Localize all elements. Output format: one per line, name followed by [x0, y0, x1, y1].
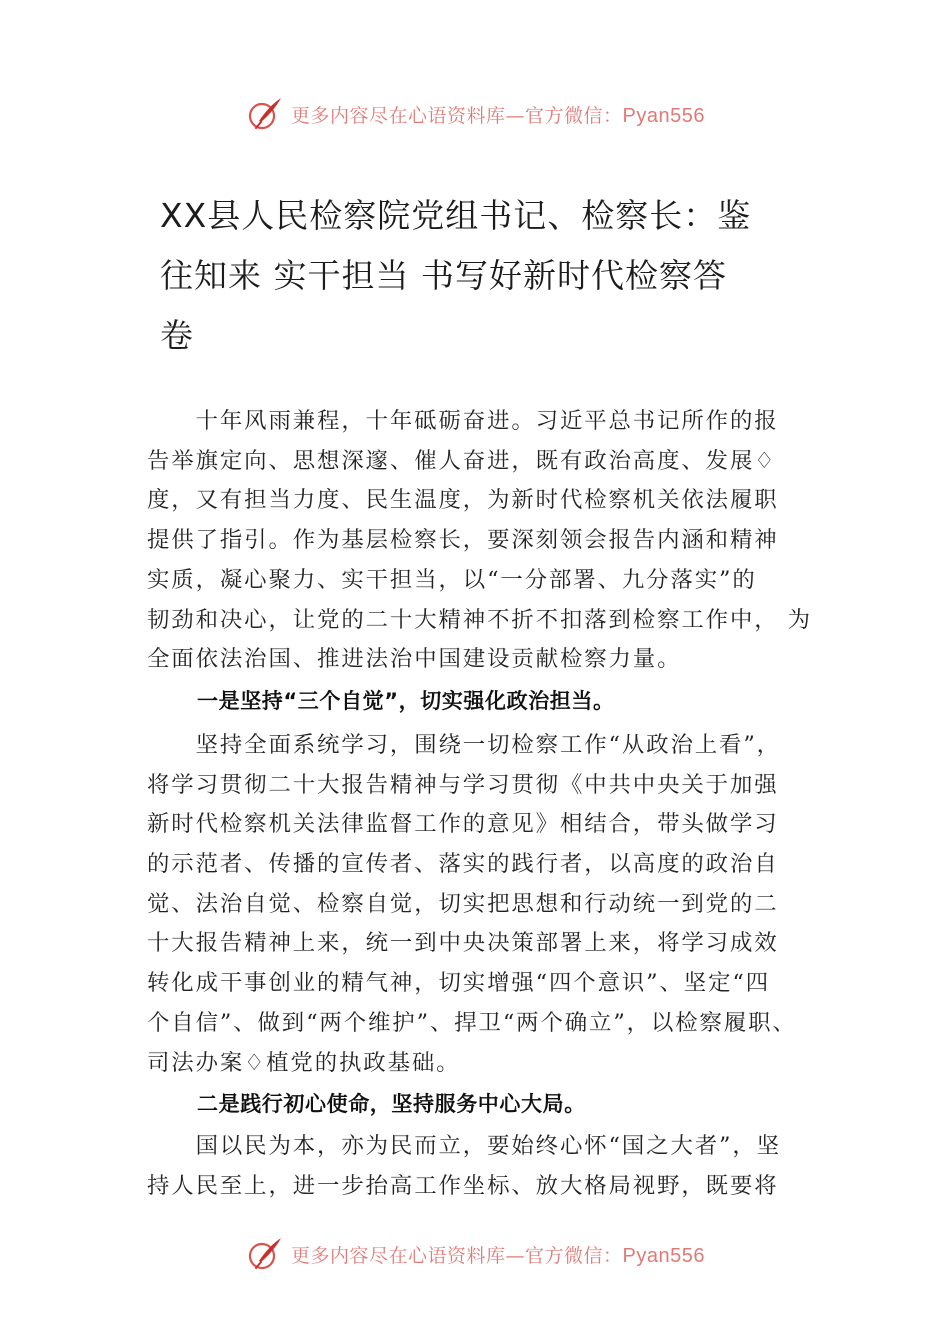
text-line: 告举旗定向、思想深邃、催人奋进，既有政治高度、发展♢ [147, 447, 777, 474]
text-line: 全面依法治国、推进法治中国建设贡献检察力量。 [147, 646, 682, 673]
watermark-text: 更多内容尽在心语资料库—官方微信：Pyan556 [291, 104, 705, 127]
title-line: 往知来 实干担当 书写好新时代检察答 [160, 256, 727, 295]
document-body [147, 402, 817, 1207]
title-line: 卷 [160, 316, 194, 355]
section-heading-2: 二是践行初心使命，坚持服务中心大局。 [197, 1092, 586, 1117]
feather-pen-circle-icon [245, 94, 285, 134]
text-line: 实质，凝心聚力、实干担当，以“一分部署、九分落实”的 [147, 566, 757, 593]
title-line: XX县人民检察院党组书记、检察长：鉴 [160, 196, 752, 235]
text-line: 个自信”、做到“两个维护”、捍卫“两个确立”，以检察履职、 [147, 1009, 797, 1036]
text-line: 韧劲和决心，让党的二十大精神不折不扣落到检察工作中， 为 [147, 606, 812, 633]
text-line: 十大报告精神上来，统一到中央决策部署上来，将学习成效 [147, 930, 779, 957]
watermark-text: 更多内容尽在心语资料库—官方微信：Pyan556 [291, 1244, 705, 1267]
section-heading-1: 一是坚持“三个自觉”，切实强化政治担当。 [197, 688, 615, 713]
text-line: 坚持全面系统学习，围绕一切检察工作“从政治上看”， [147, 731, 781, 758]
text-line: 新时代检察机关法律监督工作的意见》相结合，带头做学习 [147, 811, 779, 838]
section-1-paragraph [147, 726, 817, 1083]
feather-pen-circle-icon [245, 1234, 285, 1274]
watermark-account: Pyan556 [622, 1244, 705, 1267]
text-line: 觉、法治自觉、检察自觉，切实把思想和行动统一到党的二 [147, 890, 779, 917]
text-line: 持人民至上，进一步抬高工作坐标、放大格局视野，既要将 [147, 1172, 779, 1199]
text-line: 十年风雨兼程，十年砥砺奋进。习近平总书记所作的报 [147, 408, 779, 434]
text-line: 国以民为本，亦为民而立，要始终心怀“国之大者”，坚 [147, 1133, 781, 1160]
text-line: 将学习贯彻二十大报告精神与学习贯彻《中共中央关于加强 [147, 771, 779, 798]
document-title [160, 186, 800, 366]
text-line: 的示范者、传播的宣传者、落实的践行者，以高度的政治自 [147, 851, 779, 878]
text-line: 转化成干事创业的精气神，切实增强“四个意识”、坚定“四 [147, 970, 771, 997]
intro-paragraph [147, 402, 817, 680]
watermark-bottom [0, 1232, 950, 1276]
watermark-top [0, 92, 950, 136]
section-2-paragraph [147, 1127, 817, 1206]
watermark-account: Pyan556 [622, 104, 705, 127]
text-line: 司法办案♢植党的执政基础。 [147, 1049, 461, 1076]
text-line: 度，又有担当力度、民生温度，为新时代检察机关依法履职 [147, 487, 779, 514]
text-line: 提供了指引。作为基层检察长，要深刻领会报告内涵和精神 [147, 527, 779, 554]
